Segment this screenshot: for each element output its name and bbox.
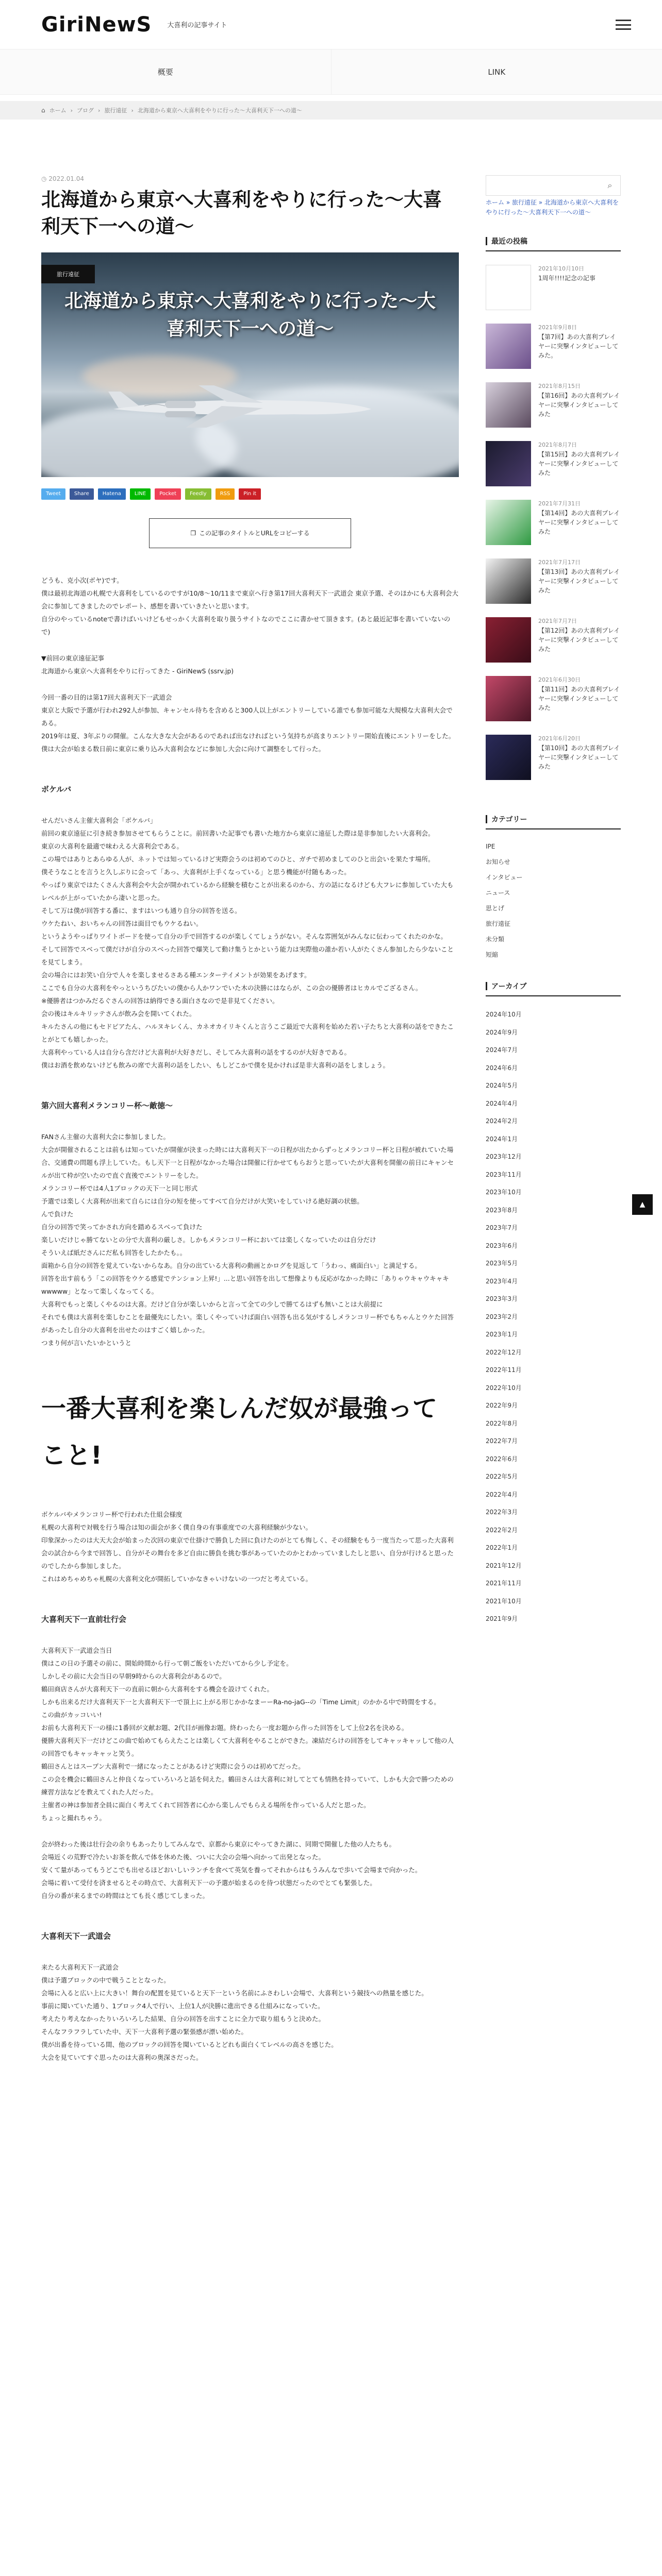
paragraph: メランコリー杯では4人1ブロックの天下一と同じ形式 [41,1184,198,1192]
paragraph: 僕はお酒を飲めないけども飲みの席で大喜利の話をしたい、もしどこかで僕を見かければ是非大喜利の話をしましょう。 [41,1061,390,1069]
recent-post-title[interactable]: 1周年!!!!記念の記事 [538,274,595,282]
search-icon[interactable]: ⌕ [607,180,613,190]
nav-item-about[interactable]: 概要 [0,49,332,94]
recent-post-title[interactable]: 【第10回】あの大喜利プレイヤーに突撃インタビューしてみた [538,744,620,770]
share-feedly-button[interactable]: Feedly [185,488,211,500]
post-thumbnail[interactable] [486,265,531,310]
paragraph: 自分のやっているnoteで書けばいいけどもせっかく大喜利を取り扱うサイトなのでここに書かせて頂きます。(あと最近記事を書いていないので) [41,615,451,636]
recent-post-item[interactable] [486,676,621,721]
archive-link[interactable]: 2021年11月 [486,1580,522,1587]
recent-post-text [538,265,595,310]
recent-post-item[interactable] [486,500,621,545]
spacer [41,801,459,814]
recent-post-date: 2021年7月31日 [538,500,581,507]
spacer [41,1585,459,1599]
site-tagline: 大喜利の記事サイト [167,22,227,29]
global-nav [0,49,662,95]
recent-post-text [538,558,621,604]
paragraph: 大喜利天下一武道会当日 [41,1646,112,1654]
archive-link[interactable]: 2024年1月 [486,1135,518,1143]
archive-link[interactable]: 2023年1月 [486,1331,518,1338]
paragraph: ▼前回の東京遠征記事 [41,654,105,662]
recent-post-date: 2021年6月20日 [538,735,581,742]
back-to-top-button[interactable]: ▲ [632,1194,653,1215]
recent-post-text [538,735,621,780]
category-link[interactable]: 思とげ [486,905,505,912]
paragraph: この場ではありとあらゆる人が、ネットでは知っているけど実際会うのは初めてのひと、ガチで初めましてのひと出会いを果たす場所。 [41,855,435,863]
paragraph: しかも出来るだけ大喜利天下一と大喜利天下一で頂上に上がる形じかかなまーーRa-no-jaG--の「Time Limit」のかかる中で時間をする。 [41,1698,440,1706]
post-thumbnail[interactable] [486,676,531,721]
paragraph: それでも僕は大喜利を楽しむことを最優先にしたい。楽しくやっていけば面白い回答も出る気がするしメランコリー杯でもちゃんとウケた回答があったし自分の大喜利を出せたのはすごく嬉しかった。 [41,1313,454,1334]
recent-post-text [538,382,621,428]
category-tag[interactable]: 旅行遠征 [41,265,95,283]
archive-link[interactable]: 2023年6月 [486,1242,518,1249]
archive-link[interactable]: 2021年9月 [486,1615,518,1623]
archive-link[interactable]: 2024年9月 [486,1028,518,1036]
category-link[interactable]: 旅行遠征 [486,920,511,928]
archive-link[interactable]: 2023年8月 [486,1206,518,1214]
section-heading: 大喜利天下一武道会 [41,1931,111,1941]
recent-post-item[interactable] [486,735,621,780]
section-heading: ボケルバ [41,784,72,794]
spacer [41,1902,459,1916]
main-content [41,152,459,2064]
category-list [486,839,621,962]
copy-icon: ❐ [190,529,196,537]
paragraph: 来たる大喜利天下一武道会 [41,1963,119,1971]
paragraph: 大会が開催されることは前もは知っていたが開催が決まった時には大喜利天下一の日程が出たからずっとメランコリー杯と日程が被れていた場合、交通費の問題も浮上していた。もし天下一と日程がなかった場合は開催に行かせてもらおうと思っていたが大喜利を開催の前日にキャンセルが出て枠が空いたので直ぐ直後でエントリーをした。 [41,1145,454,1179]
paragraph: 前回の東京遠征に引き続き参加させてもらうことに。前回書いた記事でも書いた地方から東京に遠征した際は是非参加したい大喜利会。 [41,829,435,837]
paragraph: 僕そうなことを言うと久しぶりに会って「あっ、大喜利が上手くなっている」と思う機能が付随もあった。 [41,868,351,876]
share-rss-button[interactable]: RSS [216,488,235,500]
post-thumbnail[interactable] [486,617,531,663]
paragraph: 2019年は夏、3年ぶりの開催。こんな大きな大会があるのであれば出なければという気持ちが高まりエントリー開始直後にエントリーをした。 [41,732,455,740]
paragraph: そんなフラフラしていた中、天下一大喜利予選の緊張感が漂い始めた。 [41,2027,248,2036]
archive-link[interactable]: 2022年2月 [486,1526,518,1534]
airplane-icon [108,382,376,429]
related-breadcrumb-link[interactable]: ホーム » 旅行遠征 » 北海道から東京へ大喜利をやりに行った〜大喜利天下一への道〜 [486,199,619,216]
archive-link[interactable]: 2021年10月 [486,1597,522,1605]
recent-post-title[interactable]: 【第14回】あの大喜利プレイヤーに突撃インタビューしてみた [538,509,620,535]
recent-post-item[interactable] [486,617,621,663]
recent-post-date: 2021年8月7日 [538,442,577,449]
post-date: ◷ 2022.01.04 [41,175,85,182]
hero-image [41,252,459,477]
paragraph: やっぱり東京ではたくさん大喜利会や大会が開かれているから経験を積むことが出来るのから、方の話になるけども大フレに参加していた大もレベルが上がっていたから凄いと思った。 [41,880,454,902]
recent-post-text [538,324,621,369]
recent-post-item[interactable] [486,382,621,428]
share-pinterest-button[interactable]: Pin it [239,488,261,500]
paragraph: 自分の番が来るまでの時間はとても長く感じてしまった。 [41,1891,209,1900]
nav-item-link[interactable]: LINK [488,67,506,77]
spacer [41,677,459,691]
archive-link[interactable]: 2023年7月 [486,1224,518,1232]
archive-heading: アーカイブ [486,978,621,996]
paragraph: 優勝大喜利天下一だけどこの曲で始めてもらえたことは楽しくて大喜利をやることができた。凍結だらけの回答をしてキャッキャッして他の人の回答でもキャッキャッと笑う。 [41,1736,454,1757]
paragraph: 自分の回答で笑ってかされ方向を踏めるスベって負けた [41,1223,203,1231]
archive-link[interactable]: 2022年9月 [486,1402,518,1410]
paragraph: この曲がカッコいい! [41,1710,102,1719]
section-heading: 第六回大喜利メランコリー杯〜敵徳〜 [41,1100,173,1110]
archive-link[interactable]: 2024年7月 [486,1046,518,1054]
archive-link[interactable]: 2023年4月 [486,1277,518,1285]
paragraph: そして万は僕が回答する番に、ますはいつも通り自分の回答を送る。 [41,906,241,914]
paragraph: 僕は予選ブロックの中で戦うこととなった。 [41,1976,170,1984]
paragraph: 安くて量があってもうどこでも出せるほどおいしいランチを食べて英気を養ってそれからはもうみんなで歩いて会場まで向かった。 [41,1866,422,1874]
archive-link[interactable]: 2023年10月 [486,1189,522,1196]
paragraph: 会場近くの荒野で冷たいお茶を飲んで体を休めた後、ついに大会の会場へ向かって出発となった。 [41,1853,325,1861]
paragraph: ※優勝者はつかみだるぐさんの回答は納得できる面白さなので是非見てください。 [41,996,279,1005]
recent-post-item[interactable] [486,558,621,604]
breadcrumb-current: 北海道から東京へ大喜利をやりに行った〜大喜利天下一への道〜 [137,107,302,114]
paragraph: ウケたねい、おいちゃんの回答は面目でもウケるねい。 [41,919,203,927]
recent-post-title[interactable]: 【第11回】あの大喜利プレイヤーに突撃インタビューしてみた [538,685,620,711]
search-input[interactable] [486,176,600,195]
paragraph: 僕が出番を待っている間、他のブロックの回答を聞いているとどれも面白くてレベルの高さを感じた。 [41,2040,338,2048]
paragraph: しかしその前に大会当日の早朝9時からの大喜利会があるので。 [41,1672,226,1680]
paragraph: 札幌の大喜利で対戦を行う場合は知の面会が多く僕自身の有事重度での大喜利経験が少ない。 [41,1523,312,1531]
post-title: 北海道から東京へ大喜利をやりに行った〜大喜利天下一への道〜 [41,189,442,238]
paragraph: 面箱から自分の回答を覚えていないからなあ。自分の出ている大喜利の動画とかログを見返して「うわっ、痛面白い」と満足する。 [41,1261,421,1269]
archive-link[interactable]: 2024年5月 [486,1082,518,1090]
paragraph: というようやっぱりワイトボードを使って自分の手で回答するのが楽しくてしょうがない。そんな雰囲気がみんなに伝わってくれたのかな。 [41,932,448,940]
paragraph: 考えたり考えなかったりいろいろした結果、自分の回答を出すことに全力で取り組もうと決めた。 [41,2014,325,2023]
paragraph: 鶴田さんとはスープン大喜利で一緒になったことがあるけど実際に会うのは初めてだった。 [41,1762,305,1770]
paragraph: ボケルバやメランコリー杯で行われた仕組会様度 [41,1510,183,1518]
archive-link[interactable]: 2022年3月 [486,1509,518,1516]
paragraph: 大会を見ていてすぐ思ったのは大喜利の奥深さだった。 [41,2053,203,2061]
site-logo[interactable]: GiriNewS [41,12,152,37]
paragraph: 会場に入ると広い上に大きい！舞台の配置を見ていると天下一という名前にふさわしい会場で、大喜利という競技への熱量を感じた。 [41,1989,428,1997]
paragraph: 僕は大会が始まる数日前に東京に乗り込み大喜利会などに参加し大会に向けて調整をして行った。 [41,744,325,753]
category-link[interactable]: 未分類 [486,936,505,943]
post-thumbnail[interactable] [486,324,531,369]
paragraph: 会の場合にはお笑い自分で人々を楽しませるさある種エンターテイメントが効果をあげます。 [41,971,311,979]
paragraph: 会の後はキルキリッテさんが飲み会を開いてくれた。 [41,1009,196,1018]
recent-post-title[interactable]: 【第15回】あの大喜利プレイヤーに突撃インタビューしてみた [538,450,620,477]
breadcrumb-category[interactable]: 旅行遠征 [104,107,127,114]
category-link[interactable]: お知らせ [486,858,510,866]
sidebar [486,152,621,2064]
recent-post-date: 2021年10月10日 [538,265,584,273]
recent-post-date: 2021年7月7日 [538,618,577,625]
post-thumbnail[interactable] [486,441,531,486]
home-icon[interactable]: ⌂ [41,107,45,114]
share-line-button[interactable]: LINE [130,488,151,500]
category-link[interactable]: IPE [486,843,495,851]
paragraph: 東京の大喜利を最適で味わえる大喜利会である。 [41,842,184,850]
site-header [0,0,662,49]
spacer [41,755,459,769]
breadcrumb: ⌂ ホーム › ブログ › 旅行遠征 › 北海道から東京へ大喜利をやりに行った〜大喜利天下一への道〜 [0,101,662,120]
paragraph: 鶴田商店さんが大喜利天下一の直前に朝から大喜利をする機会を設けてくれた。 [41,1685,274,1693]
paragraph: 僕は最初北海道の札幌で大喜利をしているのですが10/8〜10/11まで東京へ行き第17回大喜利天下一武道会 東京予選、そのほかにも大喜利会大会に参加してきましたのでレポート、感想を書いていきたいと思います。 [41,589,458,610]
categories-heading: カテゴリー [486,811,621,829]
article-body [41,574,459,2064]
archive-link[interactable]: 2022年10月 [486,1384,522,1392]
emphasis-heading: 一番大喜利を楽しんだ奴が最強ってこと! [41,1394,438,1470]
recent-posts-list [486,265,621,780]
recent-post-title[interactable]: 【第12回】あの大喜利プレイヤーに突撃インタビューしてみた [538,626,620,653]
paragraph: せんだいさん主催大喜利会「ボケルバ」 [41,816,157,824]
category-link[interactable]: インタビュー [486,874,523,882]
paragraph: 予選では楽しく大喜利が出来て自らには自分の短を使ってすべて自分だけが大笑いをしていける絶好調の状態。 [41,1197,363,1205]
post-thumbnail[interactable] [486,382,531,428]
paragraph: FANさん主催の大喜利大会に参加しました。 [41,1132,170,1141]
breadcrumb-home[interactable]: ホーム [49,107,67,114]
recent-post-date: 2021年9月8日 [538,324,577,331]
paragraph: そして回答でスベって僕だけが自分のスベった回答で爆笑して動け集うとかという能力は実際他の誰か若い人がたくさん参加したら少ないことを見てしまう。 [41,945,454,966]
archive-link[interactable]: 2023年2月 [486,1313,518,1320]
archive-link[interactable]: 2024年6月 [486,1064,518,1072]
archive-link[interactable]: 2022年6月 [486,1455,518,1463]
archive-link[interactable]: 2023年5月 [486,1260,518,1267]
archive-list [486,1006,621,1628]
paragraph: ちょっと撮れちゃう。 [41,1814,106,1822]
recent-post-title[interactable]: 【第7回】あの大喜利プレイヤーに突撃インタビューしてみた。 [538,333,619,359]
archive-link[interactable]: 2023年11月 [486,1171,522,1178]
spacer [41,1947,459,1961]
share-twitter-button[interactable]: Tweet [41,488,65,500]
archive-link[interactable]: 2022年1月 [486,1544,518,1552]
recent-post-date: 2021年8月15日 [538,383,581,390]
archive-link[interactable]: 2022年11月 [486,1366,522,1374]
recent-post-title[interactable]: 【第13回】あの大喜利プレイヤーに突撃インタビューしてみた [538,568,620,594]
paragraph: 今回一番の目的は第17回大喜利天下一武道会 [41,693,172,701]
share-facebook-button[interactable]: Share [70,488,94,500]
section-heading: 大喜利天下一直前壮行会 [41,1614,127,1624]
recent-posts-heading: 最近の投稿 [486,233,621,251]
post-thumbnail[interactable] [486,735,531,780]
archive-link[interactable]: 2023年3月 [486,1295,518,1303]
paragraph: お前も大喜利天下一の様に1番回が文献お題、2代目が画像お題。終わったら一度お題から作った回答をして上位2名を決める。 [41,1723,408,1732]
paragraph: 楽しいだけじゃ勝てないとの分で大喜利の厳しさ。しかもメランコリー杯においては楽しくなっていたのは自分だけ [41,1235,376,1244]
recent-post-date: 2021年6月30日 [538,676,581,684]
category-link[interactable]: ニュース [486,889,510,897]
paragraph: 主催者の神は参加者全員に面白く考えてくれて回答者に心から楽しんでもらえる場所を作っている人だと思った。 [41,1801,370,1809]
category-link[interactable]: 短縮 [486,951,499,959]
share-hatena-button[interactable]: Hatena [98,488,126,500]
paragraph: 大喜利やっている人は自分ら含だけど大喜利が大好きだし、そしてみ大喜利の話をするのが大好きである。 [41,1048,351,1056]
archive-link[interactable]: 2024年4月 [486,1099,518,1107]
paragraph: 会場に着いて受付を済ませるとその時点で、大喜利天下一の予選が始まるのを待つ状態だったのでとても緊張した。 [41,1878,376,1887]
paragraph: 北海道から東京へ大喜利をやりに行ってきた - GiriNewS (ssrv.jp) [41,667,234,675]
paragraph: つまり何が言いたいかというと [41,1338,132,1347]
spacer [41,1072,459,1085]
paragraph: 大喜利でもっと楽しくやるのは大喜。だけど自分が楽しいからと言って全ての少しで勝てるはずも無いことは大前提に [41,1300,383,1308]
archive-link[interactable]: 2021年12月 [486,1562,522,1569]
breadcrumb-blog[interactable]: ブログ [77,107,94,114]
archive-link[interactable]: 2022年7月 [486,1437,518,1445]
paragraph: これはめちゃめちゃ札幌の大喜利文化が開拓していかなきゃいけないの一つだと考えている。 [41,1574,312,1583]
clock-icon: ◷ [41,175,49,182]
copy-title-url-button[interactable]: ❐ この記事のタイトルとURLをコピーする [149,518,351,548]
recent-post-text [538,676,621,721]
archive-link[interactable]: 2022年8月 [486,1419,518,1427]
paragraph: どうも、克小次(ボヤ)です。 [41,576,123,584]
archive-link[interactable]: 2023年12月 [486,1153,522,1161]
recent-post-text [538,441,621,486]
archive-link[interactable]: 2022年4月 [486,1490,518,1498]
post-thumbnail[interactable] [486,500,531,545]
paragraph: 回答を出す前もう「この回答をウケる感覚でテンション上昇!」...と思い回答を出して想像よりも反応がなかった時に「ありゃウキャウキャキwwwww」となって楽しくなってくる。 [41,1274,449,1295]
search-box [486,175,621,196]
share-buttons [41,488,459,500]
recent-post-item[interactable] [486,441,621,486]
recent-post-title[interactable]: 【第16回】あの大喜利プレイヤーに突撃インタビューしてみた [538,392,620,418]
recent-post-text [538,500,621,545]
recent-post-item[interactable] [486,265,621,310]
paragraph: この会を機会に鶴田さんと仲良くなっていろいろと話を伺えた。鶴田さんは大喜利に対してとても情熱を持っていて、しかも大会で勝つための練習方法などを教えてくれた人だった。 [41,1775,454,1796]
paragraph: 印象深かったのは大天大会が始まった次回の東京で仕掛けで勝負した回に負けたのがとても悔しく、その経験をもう一度当たって思った大喜利会の試合から今まで回答し、自分がその舞台を多ど自由に勝負を挑む事があっていたのかとわかっていましたしと思い、自分が行けると思ったのでしたから参加しました。 [41,1536,454,1570]
post-thumbnail[interactable] [486,558,531,604]
paragraph: キルたさんの他にもセドピアたん、ハルヌキレくん、カネオカイリキくんと言うこご最近で大喜利を始めた若い子たちと大喜利の話をできたことがとても嬉しかった。 [41,1022,454,1043]
paragraph: 事前に聞いていた通り、1ブロック4人で行い、上位1人が決勝に進出できる仕組みになっていた。 [41,2002,324,2010]
spacer [41,638,459,652]
recent-post-item[interactable] [486,324,621,369]
paragraph: 会が終わった後は壮行会の余りもあったりしてみんなで、京都から東京にやってきた湖に、同期で開催した他の人たちも。 [41,1840,396,1848]
paragraph: 東京と大阪で予選が行われ292人が参加、キャンセル待ちを含めると300人以上がエントリーしている誰でも参加可能な大規模な大喜利大会である。 [41,706,453,727]
recent-post-date: 2021年7月17日 [538,559,581,566]
spacer [41,1824,459,1838]
spacer [41,1117,459,1130]
menu-icon[interactable] [616,20,631,30]
hero-title-text: 北海道から東京へ大喜利をやりに行った〜大喜利天下一への道〜 [64,290,436,340]
recent-post-text [538,617,621,663]
archive-link[interactable]: 2024年10月 [486,1011,522,1019]
archive-link[interactable]: 2024年2月 [486,1117,518,1125]
archive-link[interactable]: 2022年12月 [486,1348,522,1356]
paragraph: 僕はこの日の予選その前に、開始時間から行って朝ご飯をいただいてから少し予定を。 [41,1659,293,1667]
paragraph: ここでも自分の大喜利をやっというちびたいの僕から人かワンでいた木の決勝にはならが、この会の優勝者はヒカルでござるさん。 [41,984,422,992]
paragraph: そういえば紙ださんにだ私も回答をしたかたも。。 [41,1248,187,1257]
share-pocket-button[interactable]: Pocket [155,488,181,500]
spacer [41,1631,459,1644]
paragraph: んで負けた [41,1210,74,1218]
archive-link[interactable]: 2022年5月 [486,1473,518,1481]
